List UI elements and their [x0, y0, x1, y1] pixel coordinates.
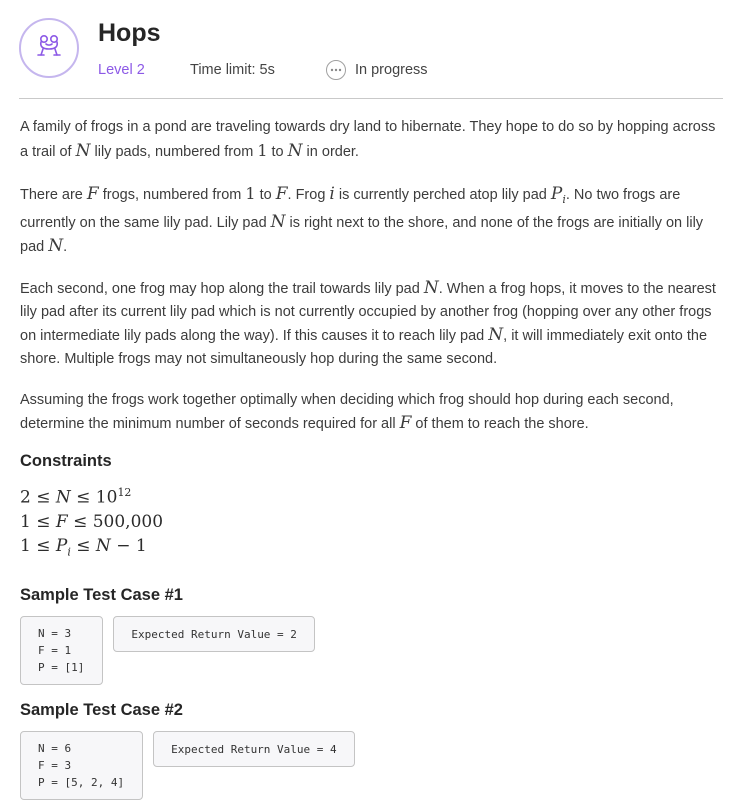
status-label: In progress	[355, 62, 428, 78]
paragraph-frogs: There are F frogs, numbered from 1 to F. Frog i is currently perched atop lily pad $P_i$. No two frogs are currently on the same lily pad. Lily pad N is right next to the shore, and none of the frogs are initially on lily pad N.	[20, 184, 704, 256]
constraints-heading: Constraints	[20, 451, 112, 470]
level-label: Level 2	[98, 62, 145, 78]
sample-1-input: N = 3 F = 1 P = [1]	[20, 616, 103, 685]
paragraph-goal: Assuming the frogs work together optimally when deciding which frog should hop during each second, determine the minimum number of seconds required for all F of them to reach the shore.	[20, 391, 674, 433]
header-divider	[19, 98, 723, 99]
constraint-n: $2 \le N \le 10^{12}$	[20, 485, 132, 508]
frog-icon	[34, 31, 64, 66]
sample-2-output: Expected Return Value = 4	[153, 731, 355, 767]
time-limit-label: Time limit: 5s	[190, 62, 275, 78]
constraint-f: 1 ≤ F ≤ 500,000	[20, 511, 164, 532]
status-indicator	[326, 60, 428, 80]
sample-1-output: Expected Return Value = 2	[113, 616, 315, 652]
problem-statement	[20, 116, 725, 800]
paragraph-hopping: Each second, one frog may hop along the trail towards lily pad N. When a frog hops, it moves to the nearest lily pad after its current lily pad which is not currently occupied by another frog (hopping over any other frogs on intermediate lily pads along the way). If this causes it to reach lily pad N, it will immediately exit onto the shore. Multiple frogs may not simultaneously hop during the same second.	[20, 277, 716, 367]
paragraph-intro: A family of frogs in a pond are traveling towards dry land to hibernate. They hope to do so by hopping across a trail of N lily pads, numbered from 1 to N in order.	[20, 119, 716, 161]
constraint-p: $1 \le P_i \le N - 1$	[20, 535, 147, 558]
ellipsis-circle-icon	[326, 60, 346, 80]
sample-1-heading: Sample Test Case #1	[20, 585, 183, 604]
constraints-list	[20, 481, 725, 564]
problem-meta	[98, 60, 428, 80]
sample-2-heading: Sample Test Case #2	[20, 700, 183, 719]
sample-2-input: N = 6 F = 3 P = [5, 2, 4]	[20, 731, 143, 800]
sample-1	[20, 616, 725, 685]
problem-logo	[19, 18, 79, 78]
problem-header	[19, 18, 724, 98]
page-title: Hops	[98, 19, 161, 47]
sample-2	[20, 731, 725, 800]
